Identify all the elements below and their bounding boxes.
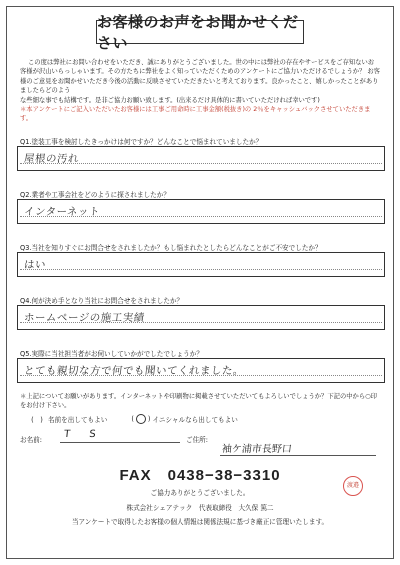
company-line: 株式会社シェアテック 代表取締役 大久保 篤二 — [126, 504, 274, 512]
question-text: 塗装工事を検討したきっかけは何ですか？どんなことで悩まれていましたか？ — [31, 138, 263, 146]
address-underline — [220, 455, 376, 456]
question-prefix: Q1. — [20, 138, 32, 146]
address-label: ご住所: — [186, 436, 209, 444]
question-text: 実際に当社担当者がお伺いしていかがでしたでしょうか？ — [31, 350, 203, 358]
address-value[interactable]: 袖ケ浦市長野口 — [221, 444, 293, 455]
question-text: 何が決め手となり当社にお問合せをされましたか？ — [31, 297, 184, 305]
dotted-rule — [20, 375, 382, 376]
privacy-note: 当アンケートで取得したお客様の個人情報は関係法規に基づき厳正に管理いたします。 — [71, 518, 329, 526]
answer-handwriting: ホームページの施工実績 — [23, 312, 146, 324]
answer-box-4[interactable] — [17, 305, 385, 330]
question-2 — [20, 189, 170, 199]
question-3 — [20, 242, 322, 252]
name-label: お名前: — [20, 436, 43, 444]
answer-handwriting: インターネット — [23, 206, 101, 218]
intro-line: この度は弊社にお問い合わせをいただき、誠にありがとうございました。世の中には弊社の存在やサービスをご存知ないお — [28, 59, 375, 66]
answer-box-2[interactable] — [17, 199, 385, 224]
dotted-rule — [20, 269, 382, 270]
question-text: 業者や工事会社をどのように探されましたか？ — [31, 191, 170, 199]
question-4 — [20, 295, 183, 305]
question-prefix: Q4. — [20, 297, 32, 305]
intro-line: 様のご意見をお聞かせいただき今後の活動に反映させていただきたいと考えております。良かったこと、嬉しかったことがありましたらどのよう — [20, 77, 379, 95]
intro-text — [20, 58, 382, 124]
question-prefix: Q5. — [20, 350, 32, 358]
stamp-text: 渡邉 — [346, 482, 359, 489]
page-title: お客様のお声をお聞かせください — [97, 13, 299, 52]
publish-request-line: をお付け下さい。 — [20, 402, 71, 410]
answer-box-3[interactable] — [17, 252, 385, 277]
answer-box-5[interactable] — [17, 358, 385, 383]
option-full-name[interactable]: ( ) 名前を出してもよい — [31, 416, 108, 424]
dotted-rule — [20, 216, 382, 217]
option-label: 名前を出してもよい — [48, 416, 108, 424]
fax-number: FAX 0438−38−3310 — [119, 467, 281, 484]
cashback-note: ＊本アンケートにご記入いただいたお客様には工事ご用命時に工事金額(税抜き)の 2％をキャッシュバックさせていただきます。 — [20, 106, 371, 123]
answer-box-1[interactable] — [17, 146, 385, 171]
question-prefix: Q2. — [20, 191, 32, 199]
intro-line: 客様が沢山いらっしゃいます。その方たちに弊社をよく知っていただくためのアンケートにご協力いただけるでしょうか？ お客 — [20, 68, 380, 76]
publish-request-line: ＊上記についてお願いがあります。インターネットや印刷物に掲載させていただいてもよろしいでしょうか？下記の中から○印 — [20, 393, 377, 400]
question-1 — [20, 136, 262, 146]
intro-line: な些細な事でも結構です。是非ご協力お願い致します。(出来るだけ具体的に書いていただければ幸いです) — [20, 96, 320, 104]
publish-options — [28, 414, 238, 424]
question-text: 当社を知りすぐにお問合せをされましたか？もし悩まれたとしたらどんなことがご不安でしたか？ — [31, 244, 322, 252]
name-underline — [60, 442, 180, 443]
answer-handwriting: はい — [23, 259, 47, 271]
answer-handwriting: 屋根の汚れ — [23, 153, 80, 165]
seal-stamp — [343, 476, 363, 496]
title-box — [96, 13, 304, 52]
question-5 — [20, 348, 203, 358]
option-initials[interactable]: ( ) イニシャルなら出してもよい — [131, 415, 238, 424]
name-value[interactable]: T S — [63, 429, 105, 440]
question-prefix: Q3. — [20, 244, 32, 252]
circle-mark-icon — [136, 414, 146, 424]
dotted-rule — [20, 322, 382, 323]
dotted-rule — [20, 163, 382, 164]
option-label: イニシャルなら出してもよい — [152, 416, 238, 424]
answer-handwriting: とても親切な方で何でも聞いてくれました。 — [23, 365, 245, 377]
thanks-text: ご協力ありがとうございました。 — [150, 489, 250, 497]
publish-request — [20, 392, 382, 411]
